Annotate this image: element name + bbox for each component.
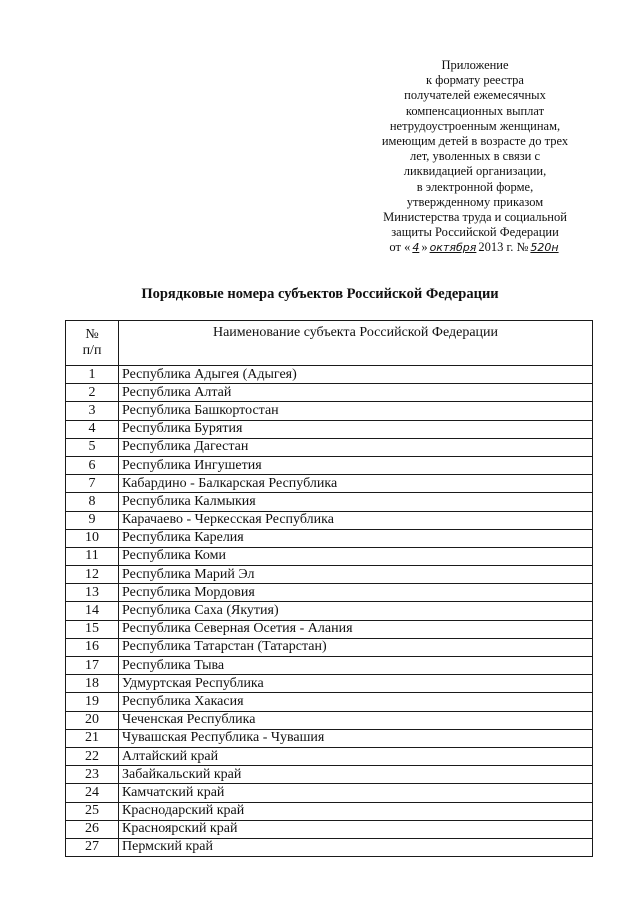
table-row	[66, 529, 593, 547]
table-row	[66, 693, 593, 711]
row-number: 18	[66, 675, 119, 693]
appendix-block	[330, 58, 620, 256]
table-row	[66, 820, 593, 838]
table-row	[66, 784, 593, 802]
appendix-line: к формату реестра	[426, 73, 524, 88]
row-name: Республика Тыва	[119, 657, 593, 675]
appendix-line: лет, уволенных в связи с	[409, 149, 540, 164]
header-number-line2: п/п	[82, 343, 102, 358]
row-name: Республика Бурятия	[119, 420, 593, 438]
row-name: Карачаево - Черкесская Республика	[119, 511, 593, 529]
row-number: 27	[66, 838, 119, 856]
row-number: 1	[66, 366, 119, 384]
row-number: 26	[66, 820, 119, 838]
header-name: Наименование субъекта Российской Федерации	[119, 321, 593, 366]
row-name: Забайкальский край	[119, 766, 593, 784]
table-header-row	[66, 321, 593, 366]
row-name: Республика Саха (Якутия)	[119, 602, 593, 620]
row-number: 5	[66, 438, 119, 456]
row-number: 3	[66, 402, 119, 420]
table-row	[66, 766, 593, 784]
table-row	[66, 602, 593, 620]
appendix-line: получателей ежемесячных	[404, 88, 546, 103]
row-number: 21	[66, 729, 119, 747]
table-row	[66, 584, 593, 602]
table-row	[66, 547, 593, 565]
appendix-line: защиты Российской Федерации	[391, 225, 559, 240]
table-body	[66, 366, 593, 857]
row-name: Республика Дагестан	[119, 438, 593, 456]
table-row	[66, 711, 593, 729]
header-number	[66, 321, 119, 366]
row-name: Краснодарский край	[119, 802, 593, 820]
date-quote-close: »	[421, 240, 428, 255]
row-number: 25	[66, 802, 119, 820]
row-number: 12	[66, 566, 119, 584]
order-month: октября	[429, 241, 477, 255]
row-number: 24	[66, 784, 119, 802]
table-row	[66, 729, 593, 747]
table-row	[66, 438, 593, 456]
order-day: 4	[412, 241, 420, 255]
appendix-line: Министерства труда и социальной	[383, 210, 567, 225]
row-name: Кабардино - Балкарская Республика	[119, 475, 593, 493]
row-number: 11	[66, 547, 119, 565]
table-row	[66, 747, 593, 765]
row-name: Республика Калмыкия	[119, 493, 593, 511]
row-number: 20	[66, 711, 119, 729]
row-number: 23	[66, 766, 119, 784]
row-number: 10	[66, 529, 119, 547]
table-row	[66, 493, 593, 511]
row-number: 17	[66, 657, 119, 675]
row-number: 16	[66, 638, 119, 656]
row-name: Удмуртская Республика	[119, 675, 593, 693]
row-name: Республика Северная Осетия - Алания	[119, 620, 593, 638]
table-row	[66, 566, 593, 584]
appendix-line: нетрудоустроенным женщинам,	[389, 118, 561, 133]
appendix-line: утвержденному приказом	[406, 194, 544, 209]
row-name: Алтайский край	[119, 747, 593, 765]
row-name: Чувашская Республика - Чувашия	[119, 729, 593, 747]
table-row	[66, 420, 593, 438]
row-number: 2	[66, 384, 119, 402]
table-row	[66, 475, 593, 493]
row-number: 9	[66, 511, 119, 529]
row-number: 19	[66, 693, 119, 711]
row-name: Республика Алтай	[119, 384, 593, 402]
table-row	[66, 402, 593, 420]
table-row	[66, 675, 593, 693]
row-number: 6	[66, 456, 119, 474]
regions-table	[65, 320, 593, 857]
row-number: 4	[66, 420, 119, 438]
order-number: 520н	[530, 241, 559, 255]
appendix-line: имеющим детей в возрасте до трех	[381, 134, 569, 149]
appendix-line: Приложение	[441, 58, 509, 72]
row-name: Республика Коми	[119, 547, 593, 565]
order-date-line	[330, 240, 620, 255]
table-row	[66, 838, 593, 856]
date-prefix: от «	[389, 240, 411, 255]
row-name: Камчатский край	[119, 784, 593, 802]
row-number: 8	[66, 493, 119, 511]
header-number-line1: №	[85, 327, 99, 342]
row-name: Красноярский край	[119, 820, 593, 838]
row-name: Республика Мордовия	[119, 584, 593, 602]
row-name: Республика Башкортостан	[119, 402, 593, 420]
table-row	[66, 638, 593, 656]
row-name: Пермский край	[119, 838, 593, 856]
table-row	[66, 802, 593, 820]
table-row	[66, 511, 593, 529]
row-number: 15	[66, 620, 119, 638]
table-row	[66, 366, 593, 384]
row-number: 7	[66, 475, 119, 493]
row-name: Республика Ингушетия	[119, 456, 593, 474]
row-name: Республика Хакасия	[119, 693, 593, 711]
table-row	[66, 384, 593, 402]
table-row	[66, 456, 593, 474]
row-number: 13	[66, 584, 119, 602]
document-title: Порядковые номера субъектов Российской Федерации	[141, 286, 499, 302]
table-row	[66, 657, 593, 675]
row-name: Республика Марий Эл	[119, 566, 593, 584]
appendix-line: компенсационных выплат	[405, 103, 545, 118]
appendix-line: ликвидацией организации,	[403, 164, 547, 179]
row-name: Республика Татарстан (Татарстан)	[119, 638, 593, 656]
row-name: Республика Адыгея (Адыгея)	[119, 366, 593, 384]
row-number: 14	[66, 602, 119, 620]
appendix-line: в электронной форме,	[416, 179, 534, 194]
row-number: 22	[66, 747, 119, 765]
table-row	[66, 620, 593, 638]
row-name: Чеченская Республика	[119, 711, 593, 729]
row-name: Республика Карелия	[119, 529, 593, 547]
order-year: 2013 г. №	[478, 240, 529, 255]
